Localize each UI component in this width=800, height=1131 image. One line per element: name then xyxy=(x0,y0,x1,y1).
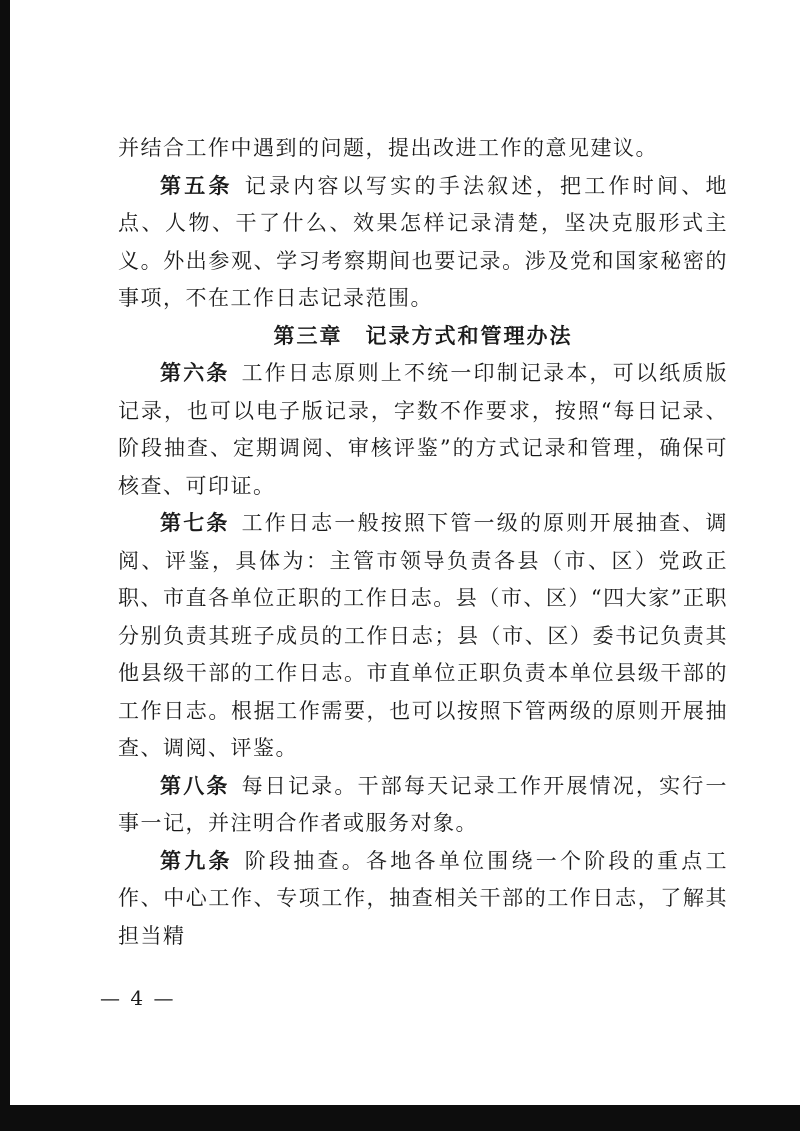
article-5-text: 记录内容以写实的手法叙述，把工作时间、地点、人物、干了什么、效果怎样记录清楚，坚决克服形式主义。外出参观、学习考察期间也要记录。涉及党和国家秘密的事项，不在工作日志记录范围。 xyxy=(118,173,728,310)
continued-paragraph: 并结合工作中遇到的问题，提出改进工作的意见建议。 xyxy=(118,136,658,160)
document-body xyxy=(118,130,728,955)
scan-edge-bottom xyxy=(0,1105,800,1131)
article-8-text: 每日记录。干部每天记录工作开展情况，实行一事一记，并注明合作者或服务对象。 xyxy=(118,773,729,835)
scan-edge-left xyxy=(0,0,10,1131)
article-6-label: 第六条 xyxy=(160,361,230,385)
chapter-3-heading: 第三章 记录方式和管理办法 xyxy=(273,323,573,348)
article-6-text: 工作日志原则上不统一印制记录本，可以纸质版记录，也可以电子版记录，字数不作要求，按照“每日记录、阶段抽查、定期调阅、审核评鉴”的方式记录和管理，确保可核查、可印证。 xyxy=(118,361,729,498)
article-6 xyxy=(118,355,728,505)
article-8-label: 第八条 xyxy=(160,773,230,798)
article-9 xyxy=(118,843,728,956)
article-8 xyxy=(118,768,728,843)
article-7-text: 工作日志一般按照下管一级的原则开展抽查、调阅、评鉴，具体为：主管市领导负责各县（市、区）党政正职、市直各单位正职的工作日志。县（市、区）“四大家”正职分别负责其班子成员的工作日志；县（市、区）委书记负责其他县级干部的工作日志。市直单位正职负责本单位县级干部的工作日志。根据工作需要，也可以按照下管两级的原则开展抽查、调阅、评鉴。 xyxy=(118,511,729,760)
article-5-label: 第五条 xyxy=(160,173,233,198)
article-9-label: 第九条 xyxy=(160,848,233,873)
article-7 xyxy=(118,505,728,768)
article-5 xyxy=(118,168,728,318)
article-7-label: 第七条 xyxy=(160,511,230,535)
article-9-text: 阶段抽查。各地各单位围绕一个阶段的重点工作、中心工作、专项工作，抽查相关干部的工作日志，了解其担当精 xyxy=(118,848,728,948)
page-number: — 4 — xyxy=(100,986,176,1010)
